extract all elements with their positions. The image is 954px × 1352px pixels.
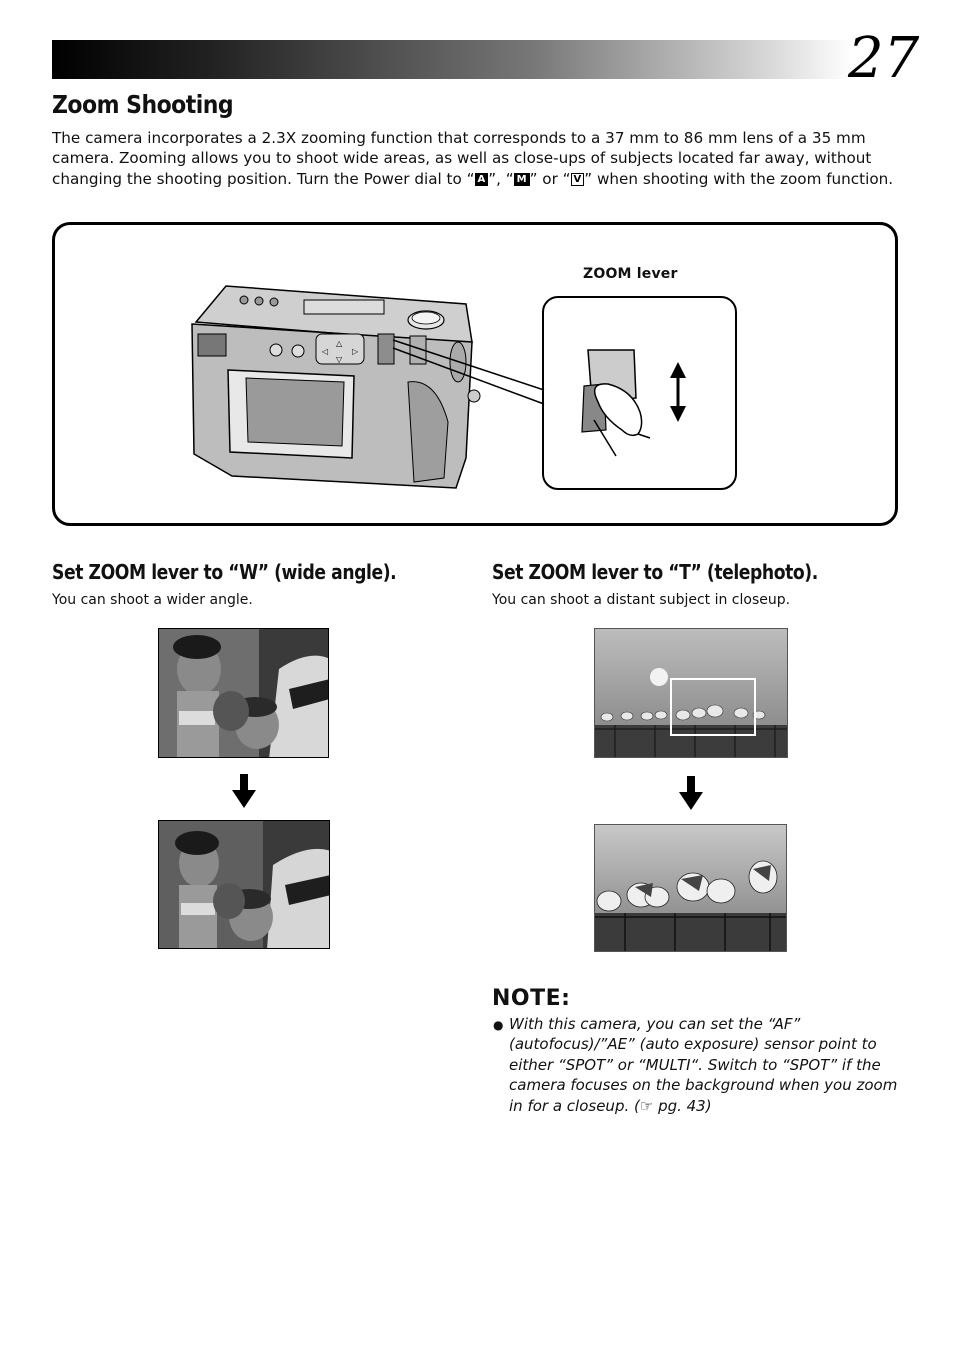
intro-text-3: ” or “: [529, 169, 571, 188]
tele-down-arrow-icon: [679, 776, 703, 810]
camera-back-illustration: [186, 282, 486, 494]
intro-text-2: ”, “: [488, 169, 514, 188]
svg-text:◁: ◁: [322, 347, 329, 356]
manual-mode-icon: M: [514, 173, 530, 186]
telephoto-description: You can shoot a distant subject in closeup.: [492, 592, 791, 608]
page-number: 27: [848, 26, 920, 91]
intro-text-1: The camera incorporates a 2.3X zooming function that corresponds to a 37 mm to 86 mm lens of a 35 mm camera. Zooming allows you to shoot wide areas, as well as close-ups of subjects located far away, without changing the shooting position. Turn the Power dial to “: [52, 129, 872, 188]
note-bullet-icon: ●: [493, 1018, 504, 1032]
telephoto-heading: Set ZOOM lever to “T” (telephoto).: [492, 560, 818, 584]
wide-angle-heading: Set ZOOM lever to “W” (wide angle).: [52, 560, 397, 584]
video-mode-icon: V: [571, 173, 585, 186]
finger-on-lever-drawing: [544, 298, 735, 488]
note-text: With this camera, you can set the “AF” (autofocus)/”AE” (auto exposure) sensor point to either “SPOT” or “MULTI“. Switch to “SPOT” if the camera focuses on the background when you zoom in for a closeup. (☞ pg. 43): [509, 1015, 898, 1115]
tele-photo-before: [594, 628, 788, 758]
wide-photo-after: [158, 820, 330, 949]
svg-text:△: △: [336, 339, 343, 348]
wide-angle-description: You can shoot a wider angle.: [52, 592, 253, 608]
intro-text-4: ” when shooting with the zoom function.: [584, 169, 894, 188]
page-title: Zoom Shooting: [52, 90, 234, 119]
header-gradient-bar: [52, 40, 852, 79]
note-heading: NOTE:: [492, 986, 571, 1011]
zoom-lever-callout: [542, 296, 737, 490]
wide-photo-before: [158, 628, 329, 758]
auto-mode-icon: A: [475, 173, 489, 186]
intro-paragraph: [52, 128, 912, 189]
zoom-lever-label: ZOOM lever: [583, 266, 678, 282]
svg-text:▷: ▷: [352, 347, 359, 356]
svg-text:▽: ▽: [336, 355, 343, 364]
wide-down-arrow-icon: [232, 774, 256, 808]
tele-photo-after: [594, 824, 787, 952]
